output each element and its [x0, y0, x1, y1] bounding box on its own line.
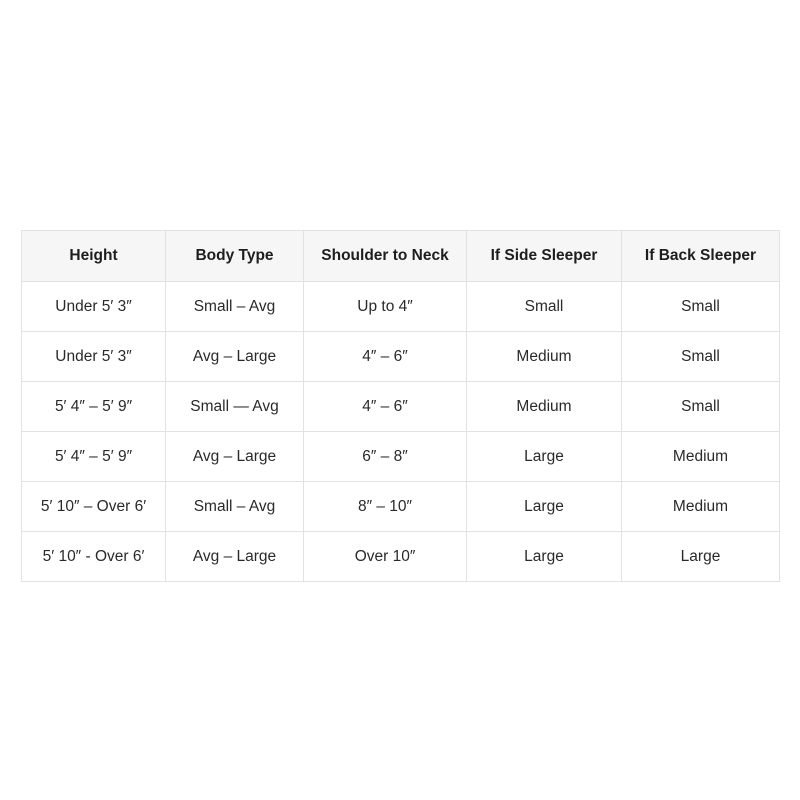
- cell-height: 5′ 10″ – Over 6′: [22, 482, 166, 532]
- cell-side-sleeper: Small: [467, 282, 622, 332]
- header-back-sleeper: If Back Sleeper: [622, 231, 780, 282]
- cell-height: Under 5′ 3″: [22, 282, 166, 332]
- cell-shoulder-to-neck: 8″ – 10″: [304, 482, 467, 532]
- cell-side-sleeper: Medium: [467, 382, 622, 432]
- cell-height: Under 5′ 3″: [22, 332, 166, 382]
- cell-body-type: Small — Avg: [166, 382, 304, 432]
- cell-shoulder-to-neck: Over 10″: [304, 532, 467, 582]
- cell-body-type: Small – Avg: [166, 482, 304, 532]
- cell-back-sleeper: Small: [622, 332, 780, 382]
- cell-height: 5′ 4″ – 5′ 9″: [22, 432, 166, 482]
- table-header: [22, 231, 780, 282]
- table-row: [22, 382, 780, 432]
- cell-body-type: Avg – Large: [166, 532, 304, 582]
- header-body-type: Body Type: [166, 231, 304, 282]
- cell-back-sleeper: Small: [622, 282, 780, 332]
- cell-body-type: Avg – Large: [166, 432, 304, 482]
- header-shoulder-to-neck: Shoulder to Neck: [304, 231, 467, 282]
- cell-side-sleeper: Medium: [467, 332, 622, 382]
- table-row: [22, 432, 780, 482]
- pillow-size-chart-table: [21, 230, 780, 582]
- header-height: Height: [22, 231, 166, 282]
- cell-height: 5′ 4″ – 5′ 9″: [22, 382, 166, 432]
- cell-back-sleeper: Large: [622, 532, 780, 582]
- cell-side-sleeper: Large: [467, 432, 622, 482]
- header-row: [22, 231, 780, 282]
- cell-back-sleeper: Medium: [622, 482, 780, 532]
- header-side-sleeper: If Side Sleeper: [467, 231, 622, 282]
- table-row: [22, 532, 780, 582]
- cell-back-sleeper: Medium: [622, 432, 780, 482]
- cell-shoulder-to-neck: 6″ – 8″: [304, 432, 467, 482]
- cell-back-sleeper: Small: [622, 382, 780, 432]
- cell-shoulder-to-neck: 4″ – 6″: [304, 332, 467, 382]
- table-row: [22, 332, 780, 382]
- cell-side-sleeper: Large: [467, 482, 622, 532]
- cell-side-sleeper: Large: [467, 532, 622, 582]
- cell-shoulder-to-neck: Up to 4″: [304, 282, 467, 332]
- table-body: [22, 282, 780, 582]
- cell-shoulder-to-neck: 4″ – 6″: [304, 382, 467, 432]
- cell-height: 5′ 10″ - Over 6′: [22, 532, 166, 582]
- cell-body-type: Small – Avg: [166, 282, 304, 332]
- table-row: [22, 482, 780, 532]
- cell-body-type: Avg – Large: [166, 332, 304, 382]
- table-row: [22, 282, 780, 332]
